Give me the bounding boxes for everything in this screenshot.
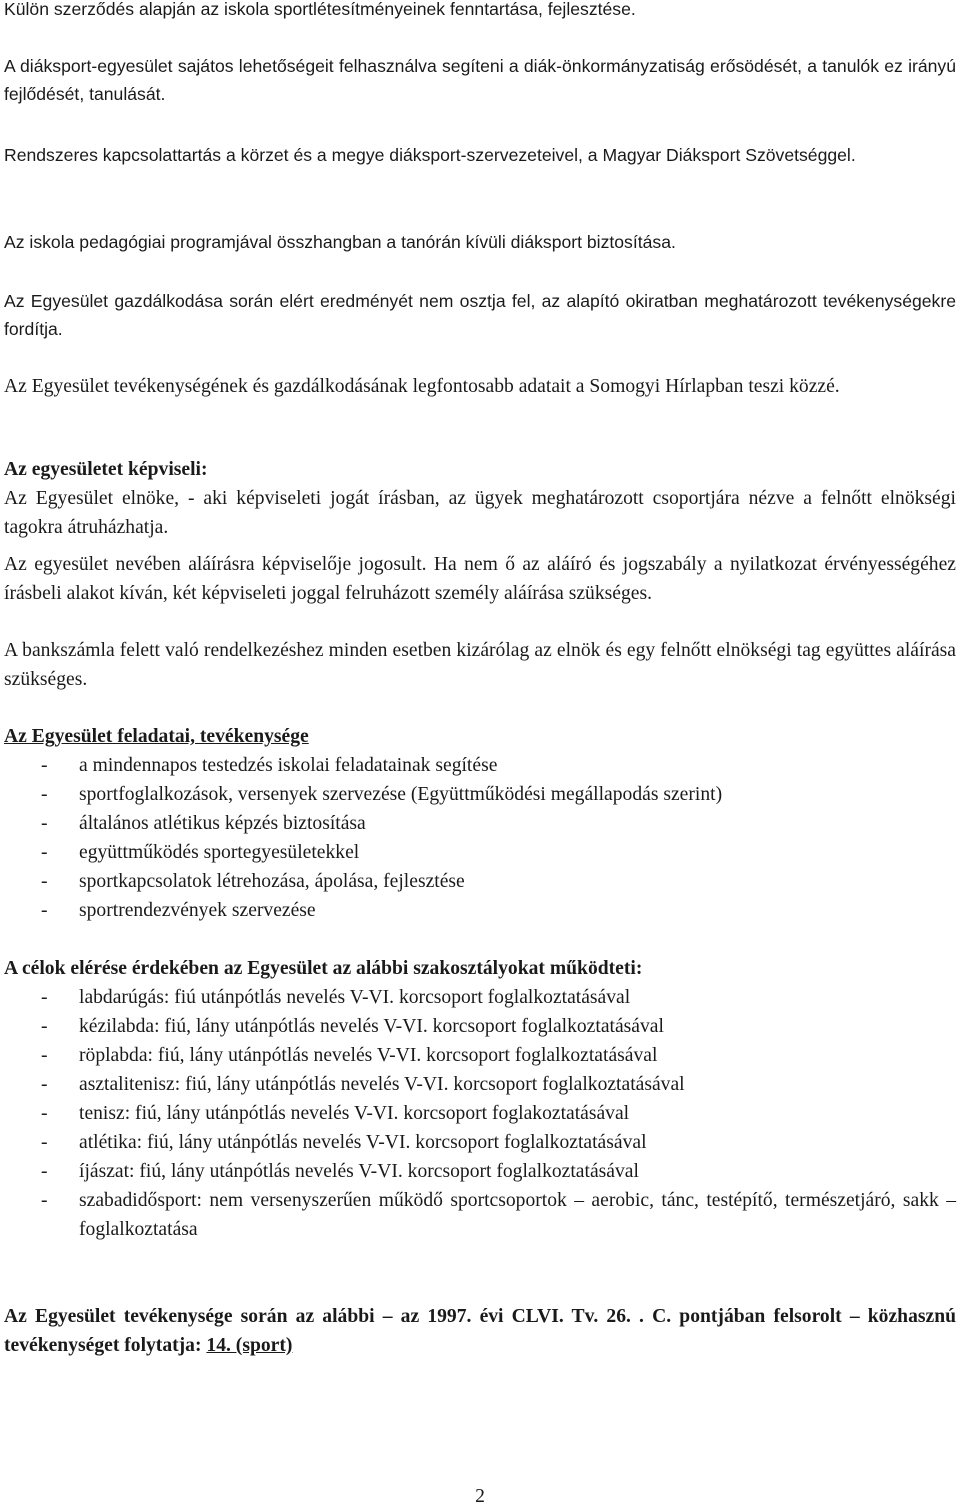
paragraph-contacts: Rendszeres kapcsolattartás a körzet és a megye diáksport-szervezeteivel, a Magyar Diáksport Szövetséggel.: [4, 145, 856, 165]
public-benefit-text: Az Egyesület tevékenysége során az alábbi – az 1997. évi CLVI. Tv. 26. . C. pontjában felsorolt – közhasznú tevékenységet folytatja:: [4, 1306, 956, 1356]
representation-president: Az Egyesület elnöke, - aki képviseleti jogát írásban, az ügyek meghatározott csoportjára nézve a felnőtt elnökségi tagokra átruházhatja.: [4, 488, 956, 538]
representation-signature: Az egyesület nevében aláírásra képviselője jogosult. Ha nem ő az aláíró és jogszabály a nyilatkozat érvényességéhez írásbeli alakot kíván, két képviseleti joggal felruházott személy aláírása szükséges.: [4, 554, 956, 604]
sections-heading: A célok elérése érdekében az Egyesület az alábbi szakosztályokat működteti:: [4, 958, 643, 979]
paragraph-economy: Az Egyesület gazdálkodása során elért eredményét nem osztja fel, az alapító okiratban meghatározott tevékenységekre fordítja.: [4, 291, 956, 339]
list-item: - általános atlétikus képzés biztosítása: [41, 813, 366, 834]
tasks-heading: Az Egyesület feladatai, tevékenysége: [4, 726, 309, 747]
page-number: 2: [475, 1486, 485, 1507]
paragraph-self-government: A diáksport-egyesület sajátos lehetőségeit felhasználva segíteni a diák-önkormányzatiság erősödését, a tanulók ez irányú fejlődését, tanulását.: [4, 56, 956, 104]
list-item: - asztalitenisz: fiú, lány utánpótlás nevelés V-VI. korcsoport foglalkoztatásával: [41, 1074, 685, 1095]
tasks-list: [4, 751, 956, 925]
list-item: - íjászat: fiú, lány utánpótlás nevelés V-VI. korcsoport foglalkoztatásával: [41, 1161, 639, 1182]
representation-heading: Az egyesületet képviseli:: [4, 459, 208, 480]
sections-list: [4, 983, 956, 1244]
list-item: - atlétika: fiú, lány utánpótlás nevelés V-VI. korcsoport foglalkoztatásával: [41, 1132, 647, 1153]
paragraph-maintenance: Külön szerződés alapján az iskola sportlétesítményeinek fenntartása, fejlesztése.: [4, 0, 636, 19]
paragraph-publication: Az Egyesület tevékenységének és gazdálkodásának legfontosabb adatait a Somogyi Hírlapban teszi közzé.: [4, 376, 840, 397]
list-item: - sportfoglalkozások, versenyek szervezése (Együttműködési megállapodás szerint): [41, 784, 723, 805]
list-item: - a mindennapos testedzés iskolai feladatainak segítése: [41, 755, 498, 776]
public-benefit-activity: 14. (sport): [206, 1335, 293, 1356]
list-item: - sportkapcsolatok létrehozása, ápolása, fejlesztése: [41, 871, 465, 892]
list-item: - röplabda: fiú, lány utánpótlás nevelés V-VI. korcsoport foglalkoztatásával: [41, 1045, 658, 1066]
list-item: - tenisz: fiú, lány utánpótlás nevelés V-VI. korcsoport foglakoztatásával: [41, 1103, 630, 1124]
list-item: - sportrendezvények szervezése: [41, 900, 316, 921]
list-item: - szabadidősport: nem versenyszerűen működő sportcsoportok – aerobic, tánc, testépítő, természetjáró, sakk – foglalkoztatása: [41, 1190, 956, 1240]
public-benefit-statement: [4, 1302, 956, 1360]
list-item: - kézilabda: fiú, lány utánpótlás nevelés V-VI. korcsoport foglalkoztatásával: [41, 1016, 664, 1037]
representation-bank-account: A bankszámla felett való rendelkezéshez minden esetben kizárólag az elnök és egy felnőtt elnökségi tag együttes aláírása szükséges.: [4, 640, 956, 690]
paragraph-pedagogical-program: Az iskola pedagógiai programjával összhangban a tanórán kívüli diáksport biztosítása.: [4, 232, 676, 252]
list-item: - együttműködés sportegyesületekkel: [41, 842, 360, 863]
list-item: - labdarúgás: fiú utánpótlás nevelés V-VI. korcsoport foglalkoztatásával: [41, 987, 631, 1008]
